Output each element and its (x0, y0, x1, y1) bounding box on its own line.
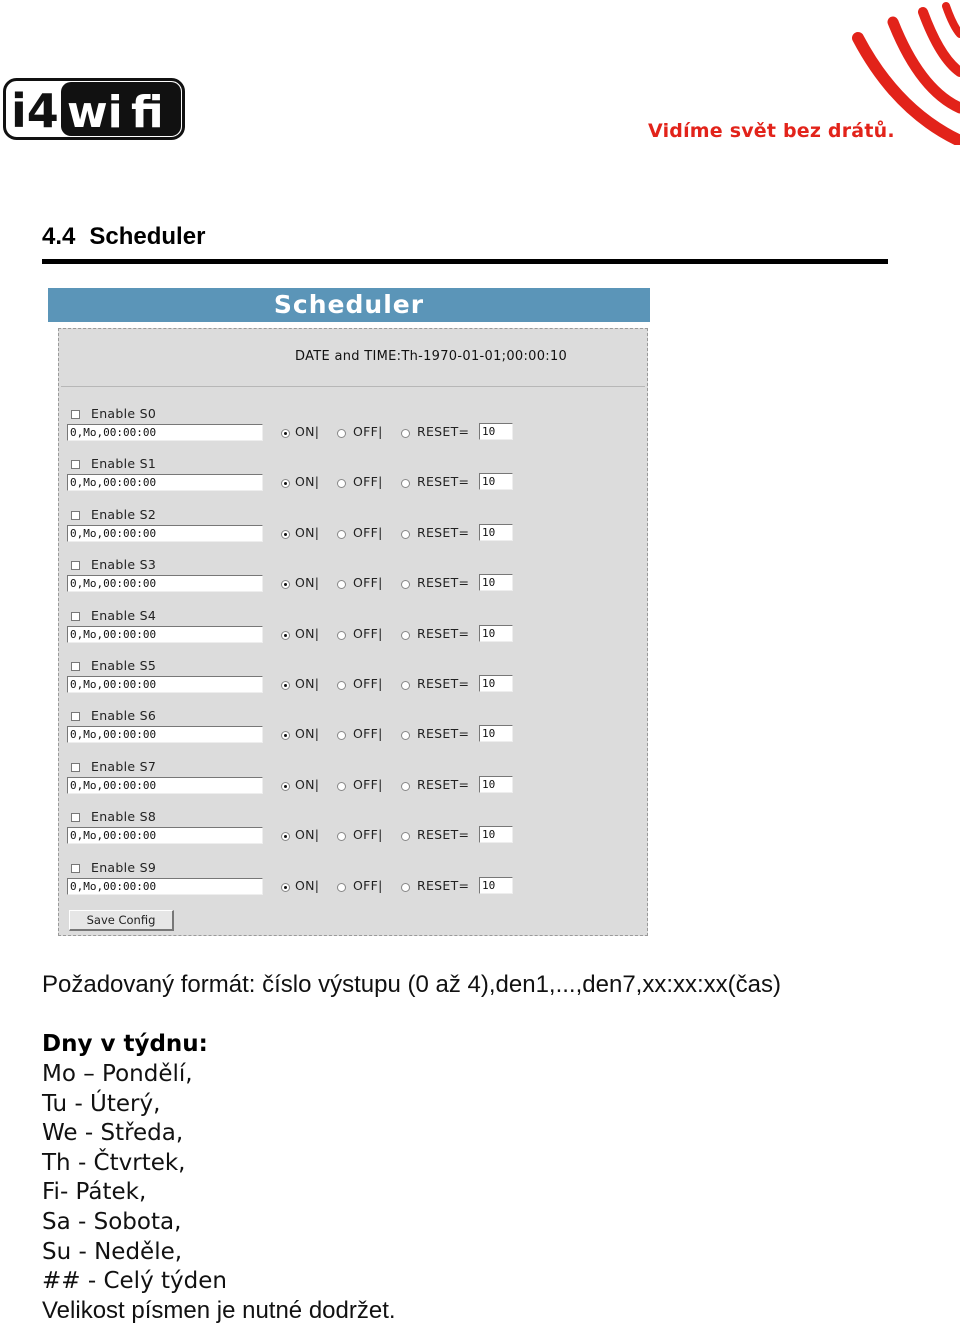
off-radio[interactable] (337, 782, 346, 791)
schedule-input[interactable] (67, 474, 263, 491)
schedule-row (59, 406, 649, 460)
enable-label: Enable S9 (91, 859, 157, 875)
wifi-waves-icon (848, 0, 960, 145)
reset-radio[interactable] (401, 883, 410, 892)
off-radio[interactable] (337, 731, 346, 740)
schedule-row (59, 708, 649, 762)
enable-label: Enable S6 (91, 708, 157, 724)
enable-label: Enable S7 (91, 758, 157, 774)
enable-checkbox[interactable] (71, 712, 80, 721)
on-label: ON| (295, 676, 320, 691)
on-label: ON| (295, 575, 320, 591)
schedule-input[interactable] (67, 726, 263, 743)
on-label: ON| (295, 776, 320, 792)
schedule-input[interactable] (67, 676, 263, 693)
enable-checkbox[interactable] (71, 460, 80, 469)
reset-label: RESET= (417, 575, 470, 591)
on-radio[interactable] (281, 883, 290, 892)
reset-label: RESET= (417, 827, 470, 843)
reset-radio[interactable] (401, 530, 410, 539)
enable-label: Enable S5 (91, 658, 157, 673)
reset-label: RESET= (417, 676, 470, 691)
day-item: Tu - Úterý, (42, 1090, 161, 1117)
off-radio[interactable] (337, 631, 346, 640)
off-label: OFF| (353, 676, 383, 691)
reset-input[interactable] (479, 675, 513, 692)
schedule-input[interactable] (67, 424, 263, 441)
tagline: Vidíme svět bez drátů. (648, 120, 895, 142)
enable-checkbox[interactable] (71, 864, 80, 873)
enable-checkbox[interactable] (71, 561, 80, 570)
schedule-input[interactable] (67, 525, 263, 542)
enable-label: Enable S8 (91, 809, 157, 825)
off-label: OFF| (353, 776, 383, 792)
day-item: Fi- Pátek, (42, 1179, 147, 1206)
scheduler-title: Scheduler (273, 290, 425, 319)
schedule-row (59, 758, 649, 813)
off-radio[interactable] (337, 681, 346, 690)
logo-text-wi: wi (67, 87, 123, 138)
off-radio[interactable] (337, 429, 346, 438)
reset-label: RESET= (417, 625, 470, 641)
on-radio[interactable] (281, 782, 290, 791)
reset-label: RESET= (417, 726, 470, 742)
schedule-row (59, 859, 649, 914)
reset-radio[interactable] (401, 631, 410, 640)
schedule-row (59, 557, 649, 611)
reset-radio[interactable] (401, 731, 410, 740)
on-label: ON| (295, 827, 320, 843)
schedule-input[interactable] (67, 777, 263, 794)
on-label: ON| (295, 524, 320, 540)
save-config-button[interactable]: Save Config (69, 910, 174, 931)
reset-radio[interactable] (401, 832, 410, 841)
off-radio[interactable] (337, 580, 346, 589)
enable-label: Enable S4 (91, 607, 157, 623)
datetime-readout: DATE and TIME:Th-1970-01-01;00:00:10 (295, 349, 568, 364)
reset-label: RESET= (417, 776, 470, 792)
logo-text-i4: i4 (11, 84, 59, 138)
days-heading: Dny v týdnu: (42, 1031, 208, 1057)
enable-label: Enable S2 (91, 506, 157, 522)
schedule-row (59, 607, 649, 662)
divider (61, 386, 645, 387)
enable-checkbox[interactable] (71, 813, 80, 822)
format-description: Požadovaný formát: číslo výstupu (0 až 4),den1,...,den7,xx:xx:xx(čas) (42, 971, 781, 998)
schedule-input[interactable] (67, 575, 263, 592)
reset-input[interactable] (479, 524, 513, 541)
schedule-input[interactable] (67, 626, 263, 643)
schedule-input[interactable] (67, 878, 263, 895)
day-item: Su - Neděle, (42, 1238, 183, 1265)
off-radio[interactable] (337, 883, 346, 892)
reset-label: RESET= (417, 474, 470, 490)
enable-label: Enable S1 (91, 456, 157, 472)
on-label: ON| (295, 726, 320, 742)
reset-input[interactable] (479, 725, 513, 742)
on-label: ON| (295, 877, 320, 893)
enable-checkbox[interactable] (71, 612, 80, 621)
on-radio[interactable] (281, 479, 290, 488)
on-label: ON| (295, 424, 320, 439)
day-item: Th - Čtvrtek, (42, 1149, 186, 1176)
off-label: OFF| (353, 625, 383, 641)
section-title-text: Scheduler (89, 223, 206, 250)
enable-label: Enable S0 (91, 406, 157, 421)
reset-input[interactable] (479, 877, 513, 894)
enable-checkbox[interactable] (71, 511, 80, 520)
i4wifi-logo (3, 78, 185, 140)
logo-text-fi: fi (131, 87, 164, 138)
on-radio[interactable] (281, 631, 290, 640)
off-label: OFF| (353, 474, 383, 490)
reset-radio[interactable] (401, 580, 410, 589)
heading-rule (42, 259, 888, 264)
reset-input[interactable] (479, 625, 513, 642)
day-item: ## - Celý týden (42, 1268, 227, 1295)
scheduler-panel (58, 328, 648, 936)
off-label: OFF| (353, 827, 383, 843)
schedule-row (59, 456, 649, 510)
on-radio[interactable] (281, 580, 290, 589)
schedule-row (59, 809, 649, 863)
reset-label: RESET= (417, 877, 470, 893)
reset-input[interactable] (479, 473, 513, 490)
enable-checkbox[interactable] (71, 763, 80, 772)
reset-input[interactable] (479, 826, 513, 843)
reset-input[interactable] (479, 423, 513, 440)
reset-label: RESET= (417, 524, 470, 540)
off-radio[interactable] (337, 479, 346, 488)
enable-checkbox[interactable] (71, 410, 80, 419)
off-label: OFF| (353, 424, 383, 439)
on-label: ON| (295, 474, 320, 490)
off-label: OFF| (353, 726, 383, 742)
off-label: OFF| (353, 575, 383, 591)
day-item: Mo – Pondělí, (42, 1061, 193, 1087)
schedule-row (59, 506, 649, 561)
on-radio[interactable] (281, 530, 290, 539)
off-label: OFF| (353, 524, 383, 540)
off-label: OFF| (353, 877, 383, 893)
on-radio[interactable] (281, 429, 290, 438)
reset-radio[interactable] (401, 479, 410, 488)
reset-input[interactable] (479, 776, 513, 793)
section-number: 4.4 (42, 223, 76, 250)
off-radio[interactable] (337, 530, 346, 539)
schedule-row (59, 658, 649, 712)
day-item: We - Středa, (42, 1120, 184, 1147)
schedule-input[interactable] (67, 827, 263, 844)
off-radio[interactable] (337, 832, 346, 841)
reset-label: RESET= (417, 424, 470, 439)
reset-radio[interactable] (401, 429, 410, 438)
reset-input[interactable] (479, 574, 513, 591)
enable-label: Enable S3 (91, 557, 157, 573)
reset-radio[interactable] (401, 782, 410, 791)
on-radio[interactable] (281, 731, 290, 740)
enable-checkbox[interactable] (71, 662, 80, 671)
section-heading (42, 223, 205, 251)
day-item: Sa - Sobota, (42, 1209, 182, 1235)
on-radio[interactable] (281, 681, 290, 690)
case-note: Velikost písmen je nutné dodržet. (42, 1297, 396, 1324)
on-label: ON| (295, 625, 320, 641)
scheduler-screenshot (48, 288, 650, 938)
on-radio[interactable] (281, 832, 290, 841)
reset-radio[interactable] (401, 681, 410, 690)
